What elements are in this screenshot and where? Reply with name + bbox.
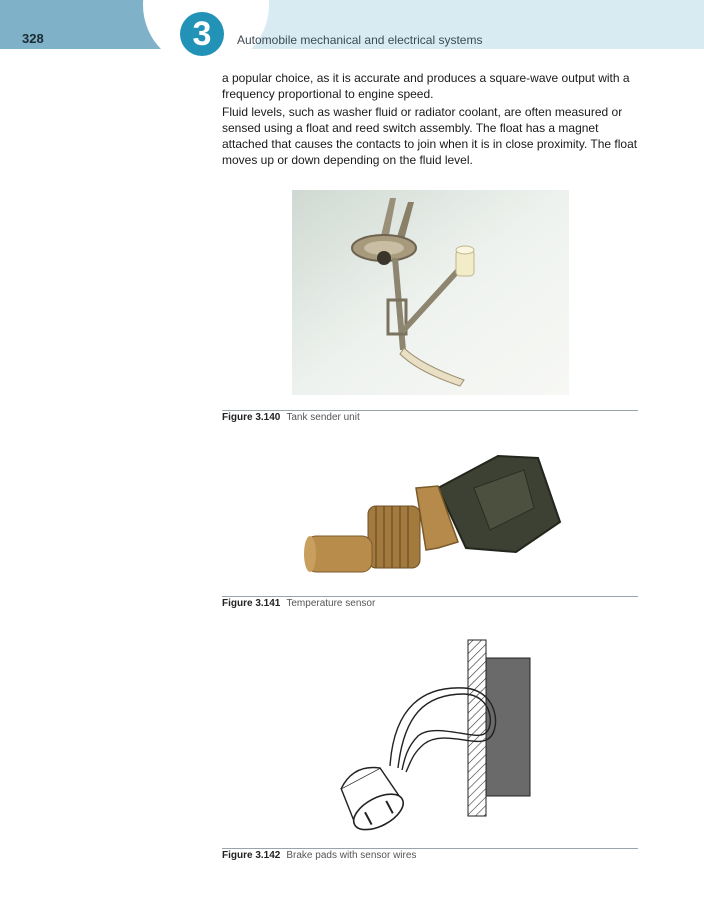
chapter-number: 3 xyxy=(192,14,212,53)
page-number: 328 xyxy=(22,31,44,46)
tank-sender-unit-photo xyxy=(292,190,569,395)
figure-140-rule xyxy=(222,410,638,411)
figure-141-number: Figure 3.141 xyxy=(222,598,281,609)
figure-141-text: Temperature sensor xyxy=(286,598,376,609)
figure-140-caption xyxy=(222,412,360,423)
body-paragraph-2: Fluid levels, such as washer fluid or radiator coolant, are often measured or sensed using a float and reed switch assembly. The float has a magnet attached that causes the contacts to join when it is in close proximity. The float moves up or down depending on the fluid level. xyxy=(222,105,638,167)
temperature-sensor-photo xyxy=(298,448,564,580)
figure-140-text: Tank sender unit xyxy=(286,412,360,423)
figure-142-text: Brake pads with sensor wires xyxy=(286,850,417,861)
figure-142-caption xyxy=(222,850,416,861)
chapter-badge xyxy=(180,12,224,56)
figure-140-number: Figure 3.140 xyxy=(222,412,281,423)
figure-142-number: Figure 3.142 xyxy=(222,850,281,861)
body-paragraph-1: a popular choice, as it is accurate and produces a square-wave output with a frequency proportional to engine speed. xyxy=(222,71,630,101)
figure-141-caption xyxy=(222,598,375,609)
running-title: Automobile mechanical and electrical systems xyxy=(237,33,483,47)
brake-pad-sensor-diagram xyxy=(324,636,536,836)
figure-141-rule xyxy=(222,596,638,597)
figure-142-rule xyxy=(222,848,638,849)
